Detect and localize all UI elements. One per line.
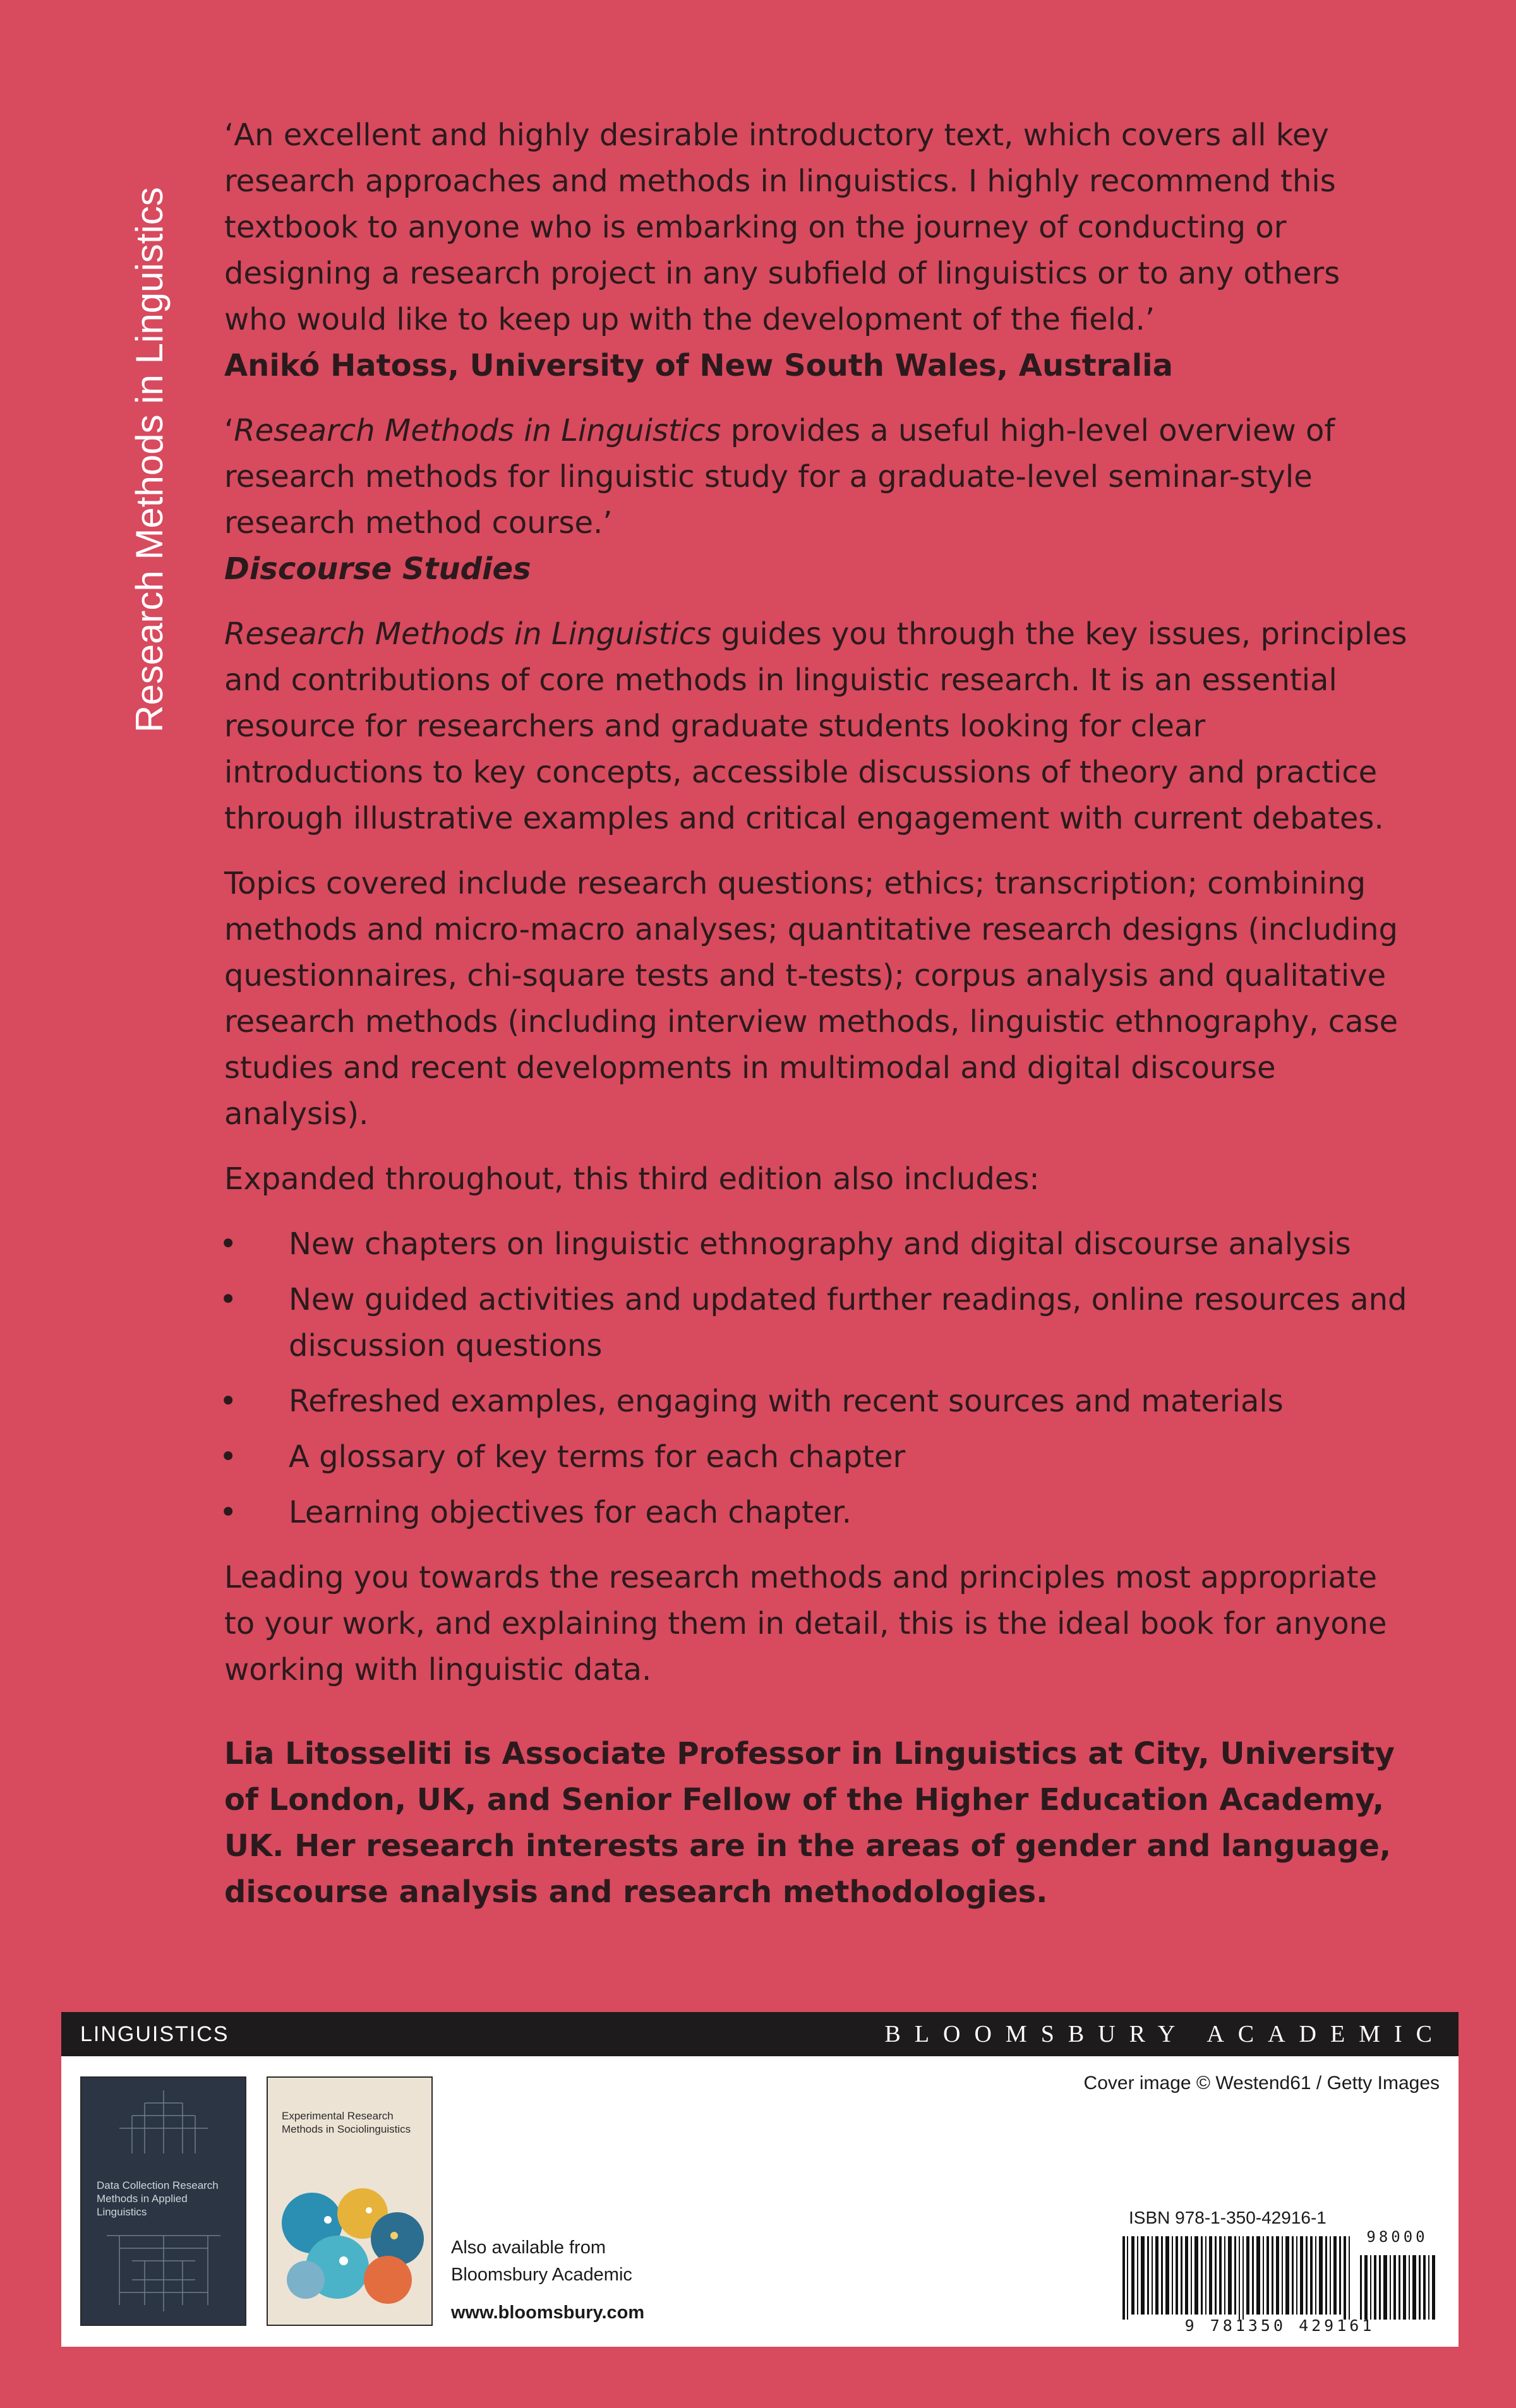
quote-2-book-title: Research Methods in Linguistics bbox=[234, 413, 721, 448]
isbn-label: ISBN 978-1-350-42916-1 bbox=[1129, 2208, 1326, 2227]
spine-title: Research Methods in Linguistics bbox=[128, 187, 171, 733]
also-available bbox=[451, 2234, 632, 2289]
subject-label: LINGUISTICS bbox=[80, 2022, 229, 2046]
quote-1 bbox=[224, 112, 1412, 389]
bullet-icon: • bbox=[219, 1226, 238, 1262]
feature-list bbox=[219, 1221, 1412, 1536]
quote-2 bbox=[224, 408, 1412, 592]
intro-book-title: Research Methods in Linguistics bbox=[224, 616, 712, 652]
also-available-line-1: Also available from bbox=[451, 2237, 606, 2258]
list-item: • New guided activities and updated further readings, online resources and discussion questions bbox=[224, 1277, 1412, 1369]
list-item: • Refreshed examples, engaging with recent sources and materials bbox=[224, 1379, 1412, 1425]
footer-band bbox=[61, 2012, 1459, 2056]
related-book-title-1: Data Collection Research Methods in Applied Linguistics bbox=[97, 2179, 219, 2218]
back-cover-text bbox=[219, 112, 1412, 1915]
cover-credit: Cover image © Westend61 / Getty Images bbox=[1083, 2073, 1440, 2094]
quote-1-text: ‘An excellent and highly desirable introductory text, which covers all key research approaches and methods in linguistics. I highly recommend this textbook to anyone who is embarking on the journey of conducting or designing a research project in any subfield of linguistics or to any others who would like to keep up with the development of the field.’ bbox=[224, 117, 1340, 337]
intro-text: guides you through the key issues, principles and contributions of core methods in linguistic research. It is an essential resource for researchers and graduate students looking for clear introductions to key concepts, accessible discussions of theory and practice through illustrative examples and critical engagement with current debates. bbox=[224, 616, 1407, 836]
footer-panel bbox=[61, 2056, 1459, 2347]
related-book-cover-2 bbox=[267, 2076, 433, 2326]
related-book-title-2: Experimental Research Methods in Sociolinguistics bbox=[282, 2110, 411, 2135]
quote-1-attribution: Anikó Hatoss, University of New South Wales, Australia bbox=[224, 348, 1173, 383]
publisher-url[interactable]: www.bloomsbury.com bbox=[451, 2303, 645, 2323]
also-available-line-2: Bloomsbury Academic bbox=[451, 2265, 632, 2285]
list-item: • A glossary of key terms for each chapter bbox=[224, 1434, 1412, 1480]
intro-paragraph bbox=[224, 611, 1412, 842]
bullet-icon: • bbox=[219, 1282, 238, 1317]
publisher-logo: BLOOMSBURY ACADEMIC bbox=[884, 2021, 1446, 2047]
bullet-icon: • bbox=[219, 1384, 238, 1419]
bullet-icon: • bbox=[219, 1439, 238, 1475]
quote-2-text: provides a useful high-level overview of research methods for linguistic study for a graduate-level seminar-style research method course.’ bbox=[224, 413, 1335, 541]
author-bio: Lia Litosseliti is Associate Professor in Linguistics at City, University of London, UK, and Senior Fellow of the Higher Education Academy, UK. Her research interests are in the areas of gender and language, discourse analysis and research methodologies. bbox=[224, 1736, 1395, 1910]
barcode-digits: 9 781350 429161 bbox=[1184, 2316, 1375, 2335]
quote-2-attribution: Discourse Studies bbox=[224, 551, 531, 587]
bullet-icon: • bbox=[219, 1495, 238, 1530]
related-book-cover-1 bbox=[80, 2076, 246, 2326]
price-code: 98000 bbox=[1366, 2228, 1428, 2246]
list-item: • New chapters on linguistic ethnography and digital discourse analysis bbox=[224, 1221, 1412, 1267]
expanded-paragraph: Expanded throughout, this third edition also includes: bbox=[224, 1161, 1040, 1197]
closing-paragraph: Leading you towards the research methods and principles most appropriate to your work, and explaining them in detail, this is the ideal book for anyone working with linguistic data. bbox=[224, 1560, 1387, 1687]
list-item: • Learning objectives for each chapter. bbox=[224, 1490, 1412, 1536]
quote-2-prefix: ‘ bbox=[224, 413, 234, 448]
topics-paragraph: Topics covered include research questions; ethics; transcription; combining methods and micro-macro analyses; quantitative research designs (including questionnaires, chi-square tests and t-tests); corpus analysis and qualitative research methods (including interview methods, linguistic ethnography, case studies and recent developments in multimodal and digital discourse analysis). bbox=[224, 866, 1399, 1132]
